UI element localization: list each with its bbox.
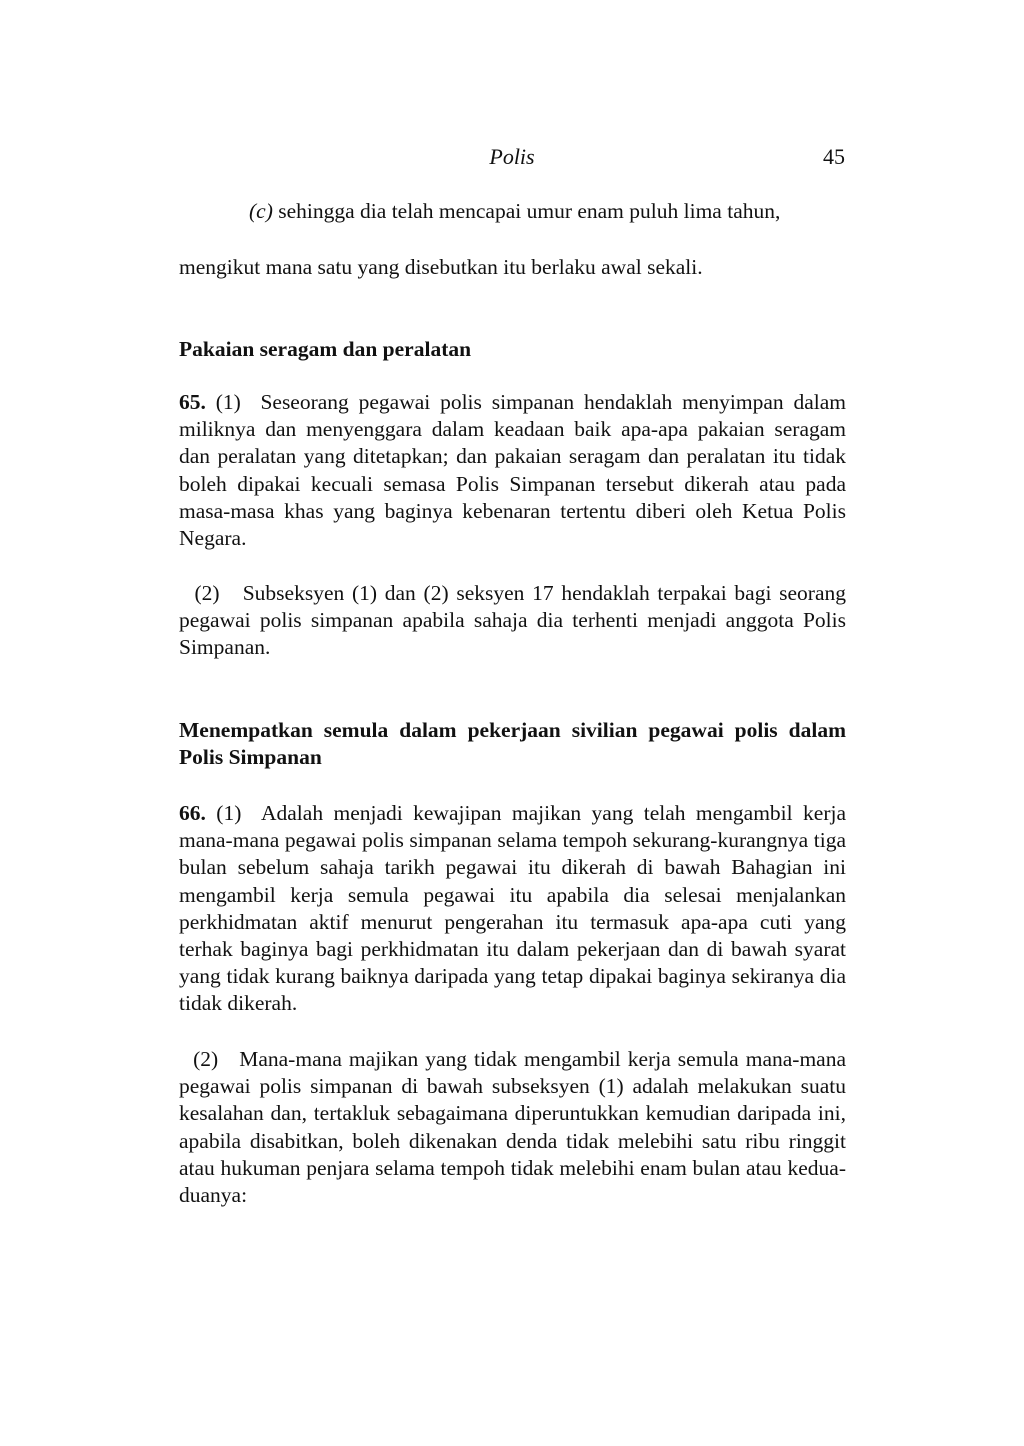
section-66-sub2-text: Mana-mana majikan yang tidak mengambil kerja semula mana-mana pegawai polis simpanan di bawah subseksyen (1) adalah melakukan suatu kesalahan dan, tertakluk sebagaimana diperuntukkan kemudian daripada ini, apabila disabitkan, boleh dikenakan denda tidak melebihi satu ribu ringgit atau hukuman penjara selama tempoh tidak melebihi enam bulan atau kedua-duanya: — [179, 1047, 847, 1208]
closing-line: mengikut mana satu yang disebutkan itu berlaku awal sekali. — [179, 255, 703, 279]
page-number: 45 — [823, 144, 845, 169]
clause-c-label: (c) — [249, 199, 273, 223]
section-65-heading: Pakaian seragam dan peralatan — [179, 337, 472, 361]
section-65-number: 65. — [179, 390, 206, 414]
clause-c-text: sehingga dia telah mencapai umur enam puluh lima tahun, — [278, 199, 781, 223]
running-header-title: Polis — [489, 144, 535, 169]
section-65-sub1-text: Seseorang pegawai polis simpanan hendaklah menyimpan dalam miliknya dan menyenggara dalam keadaan baik apa-apa pakaian seragam dan peralatan yang ditetapkan; dan pakaian seragam dan peralatan itu tidak boleh dipakai kecuali semasa Polis Simpanan tersebut dikerah atau pada masa-masa khas yang baginya kebenaran tertentu diberi oleh Ketua Polis Negara. — [179, 390, 846, 551]
section-65-sub1-label: (1) — [215, 390, 241, 414]
clause-c — [179, 198, 846, 225]
section-65-sub2-label: (2) — [194, 581, 220, 605]
section-65-subsection-1 — [179, 389, 846, 552]
section-66-heading: Menempatkan semula dalam pekerjaan sivilian pegawai polis dalam Polis Simpanan — [179, 718, 846, 770]
section-66-sub1-label: (1) — [216, 801, 242, 825]
section-66-subsection-2 — [179, 1046, 846, 1209]
section-66-subsection-1 — [179, 800, 846, 1018]
section-66-sub2-label: (2) — [193, 1047, 219, 1071]
section-65-sub2-text: Subseksyen (1) dan (2) seksyen 17 hendaklah terpakai bagi seorang pegawai polis simpanan apabila sahaja dia terhenti menjadi anggota Polis Simpanan. — [179, 581, 846, 660]
section-66-number: 66. — [179, 801, 206, 825]
section-65-subsection-2 — [179, 580, 846, 662]
section-66-sub1-text: Adalah menjadi kewajipan majikan yang telah mengambil kerja mana-mana pegawai polis simpanan selama tempoh sekurang-kurangnya tiga bulan sebelum sahaja tarikh pegawai itu dikerah di bawah Bahagian ini mengambil kerja semula pegawai itu apabila dia selesai menjalankan perkhidmatan aktif menurut pengerahan itu termasuk apa-apa cuti yang terhak baginya bagi perkhidmatan itu dalam pekerjaan dan di bawah syarat yang tidak kurang baiknya daripada yang tetap dipakai baginya sekiranya dia tidak dikerah. — [179, 801, 846, 1016]
